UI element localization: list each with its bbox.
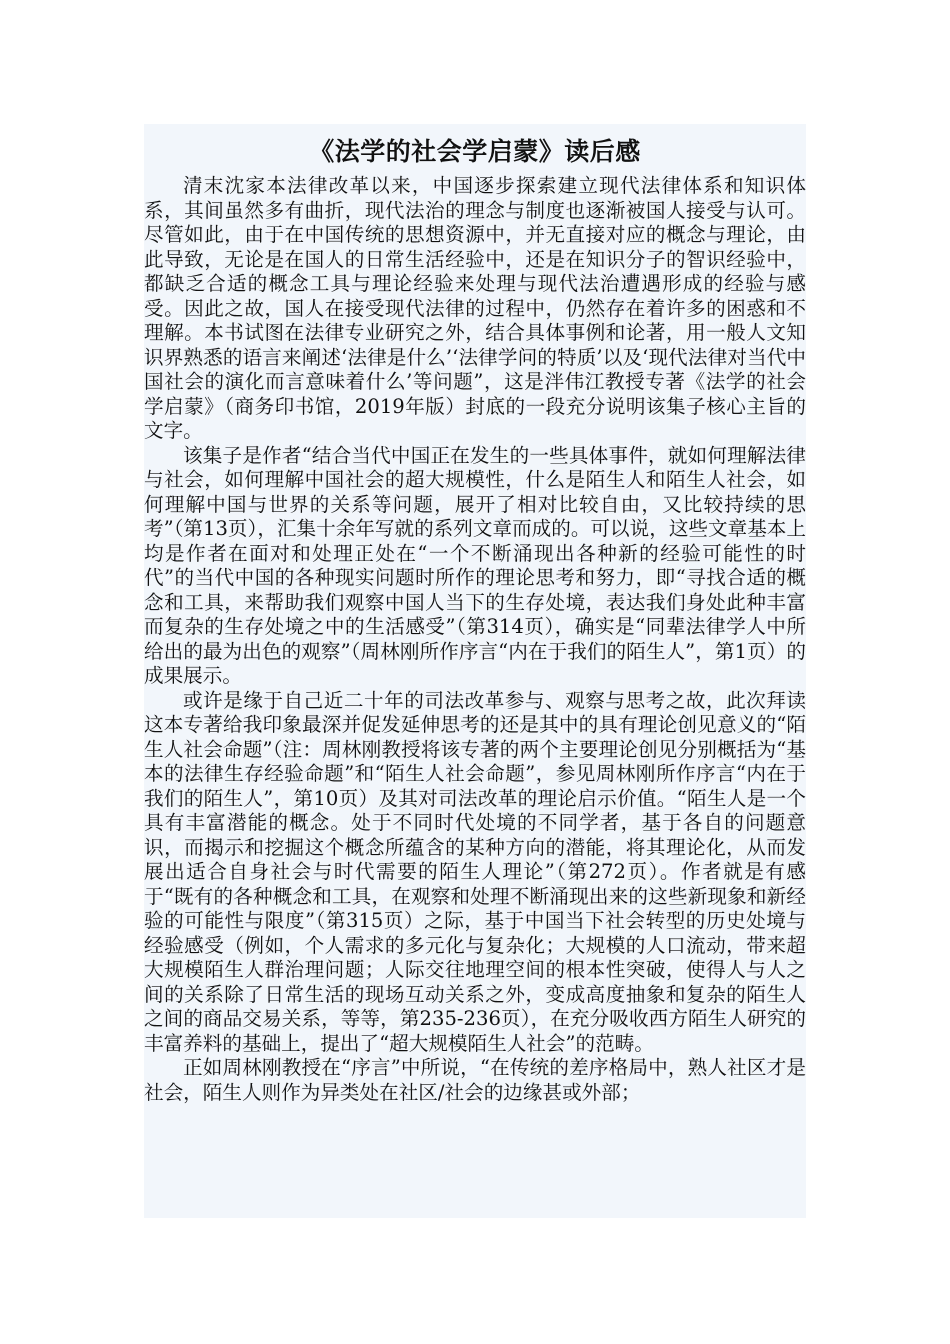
paragraph-2: 该集子是作者“结合当代中国正在发生的一些具体事件，就如何理解法律与社会，如何理解中国社会的超大规模性，什么是陌生人和陌生人社会，如何理解中国与世界的关系等问题，展开了相对比较自由，又比较持续的思考”（第13页），汇集十余年写就的系列文章而成的。可以说，这些文章基本上均是作者在面对和处理正处在“一个不断涌现出各种新的经验可能性的时代”的当代中国的各种现实问题时所作的理论思考和努力，即“寻找合适的概念和工具，来帮助我们观察中国人当下的生存处境，表达我们身处此种丰富而复杂的生存处境之中的生活感受”（第314页），确实是“同辈法律学人中所给出的最为出色的观察”（周林刚所作序言“内在于我们的陌生人”，第1页）的成果展示。 xyxy=(144,443,806,687)
document-title: 《法学的社会学启蒙》读后感 xyxy=(309,137,641,166)
paragraph-4: 正如周林刚教授在“序言”中所说，“在传统的差序格局中，熟人社区才是社会，陌生人则作为异类处在社区/社会的边缘甚或外部； xyxy=(144,1056,806,1104)
document-page xyxy=(144,124,806,1218)
paragraph-1: 清末沈家本法律改革以来，中国逐步探索建立现代法律体系和知识体系，其间虽然多有曲折，现代法治的理念与制度也逐渐被国人接受与认可。尽管如此，由于在中国传统的思想资源中，并无直接对应的概念与理论，由此导致，无论是在国人的日常生活经验中，还是在知识分子的智识经验中，都缺乏合适的概念工具与理论经验来处理与现代法治遭遇形成的经验与感受。因此之故，国人在接受现代法律的过程中，仍然存在着许多的困惑和不理解。本书试图在法律专业研究之外，结合具体事例和论著，用一般人文知识界熟悉的语言来阐述‘法律是什么’‘法律学问的特质’以及‘现代法律对当代中国社会的演化而言意味着什么’等问题”，这是泮伟江教授专著《法学的社会学启蒙》（商务印书馆，2019年版）封底的一段充分说明该集子核心主旨的文字。 xyxy=(144,174,806,442)
paragraph-3: 或许是缘于自己近二十年的司法改革参与、观察与思考之故，此次拜读这本专著给我印象最深并促发延伸思考的还是其中的具有理论创见意义的“陌生人社会命题”（注：周林刚教授将该专著的两个主要理论创见分别概括为“基本的法律生存经验命题”和“陌生人社会命题”，参见周林刚所作序言“内在于我们的陌生人”，第10页）及其对司法改革的理论启示价值。“陌生人是一个具有丰富潜能的概念。处于不同时代处境的不同学者，基于各自的问题意识，而揭示和挖掘这个概念所蕴含的某种方向的潜能，将其理论化，从而发展出适合自身社会与时代需要的陌生人理论”（第272页）。作者就是有感于“既有的各种概念和工具，在观察和处理不断涌现出来的这些新现象和新经验的可能性与限度”（第315页）之际，基于中国当下社会转型的历史处境与经验感受（例如，个人需求的多元化与复杂化；大规模的人口流动，带来超大规模陌生人群治理问题；人际交往地理空间的根本性突破，使得人与人之间的关系除了日常生活的现场互动关系之外，变成高度抽象和复杂的陌生人之间的商品交易关系，等等，第235-236页），在充分吸收西方陌生人研究的丰富养料的基础上，提出了“超大规模陌生人社会”的范畴。 xyxy=(144,688,806,1055)
